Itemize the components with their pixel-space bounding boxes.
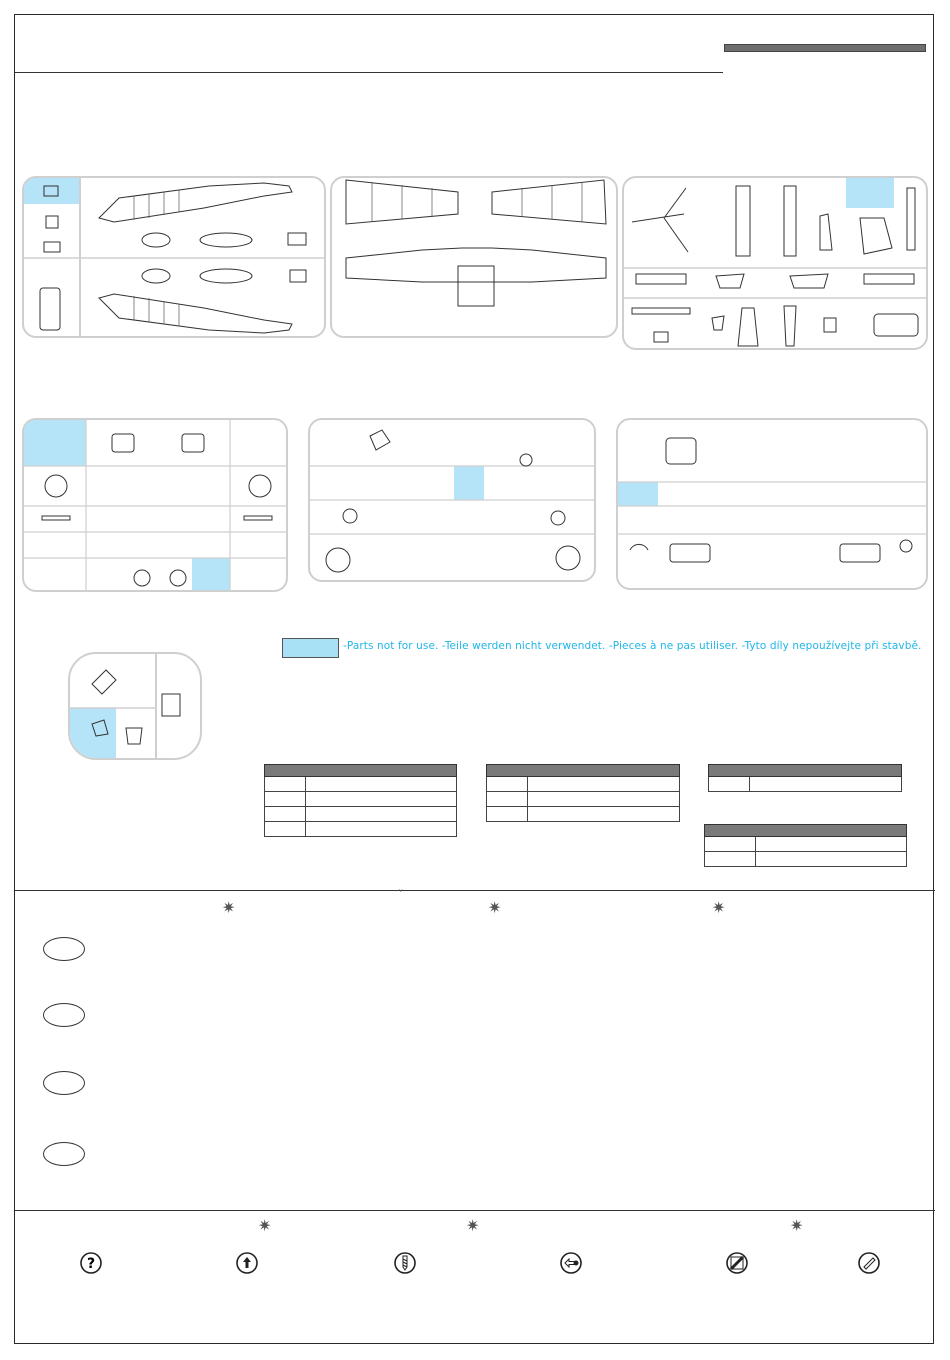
table-2 [486, 764, 680, 822]
sprue-canopy-drawing [70, 654, 202, 760]
table-header [264, 764, 457, 777]
arrow-right-icon [560, 1252, 582, 1274]
language-badge [43, 1003, 85, 1027]
table-row [264, 822, 457, 837]
language-badge [43, 1071, 85, 1095]
sprue-cockpit [22, 418, 288, 592]
language-badge [43, 1142, 85, 1166]
sprue-details [308, 418, 596, 582]
table-row [486, 807, 680, 822]
table-row [708, 777, 902, 792]
sprue-prop-tail-drawing [624, 178, 928, 350]
table-row [264, 792, 457, 807]
sprue-engine [616, 418, 928, 590]
sprue-fuselage [22, 176, 326, 338]
table-header [704, 824, 907, 837]
sprue-wings-drawing [332, 178, 618, 338]
table-row [264, 807, 457, 822]
arrow-up-icon [236, 1252, 258, 1274]
table-3 [708, 764, 902, 792]
header-bar [724, 44, 926, 52]
table-row [486, 792, 680, 807]
table-4 [704, 824, 907, 867]
table-row [264, 777, 457, 792]
section-divider [15, 1210, 935, 1211]
star-icon: ✷ [790, 1216, 804, 1235]
table-header [486, 764, 680, 777]
table-1 [264, 764, 457, 837]
drill-icon [394, 1252, 416, 1274]
sprue-details-drawing [310, 420, 596, 582]
section-divider [15, 890, 935, 891]
language-badge [43, 937, 85, 961]
legend-text: -Parts not for use. -Teile werden nicht verwendet. -Pieces à ne pas utiliser. -Tyto díly nepoužívejte při stavbě. [343, 640, 922, 652]
star-icon: ✷ [222, 898, 236, 917]
paint-icon [726, 1252, 748, 1274]
star-icon: ✷ [488, 898, 502, 917]
svg-text:?: ? [86, 1256, 96, 1272]
sprue-fuselage-drawing [24, 178, 326, 338]
table-row [704, 837, 907, 852]
sand-icon [858, 1252, 880, 1274]
star-icon: ✷ [258, 1216, 272, 1235]
sprue-canopy [68, 652, 202, 760]
table-header [708, 764, 902, 777]
sprue-prop-tail [622, 176, 928, 350]
legend-swatch [282, 638, 339, 658]
header-rule [15, 72, 723, 73]
sprue-engine-drawing [618, 420, 928, 590]
question-icon [80, 1252, 102, 1274]
sprue-cockpit-drawing [24, 420, 288, 592]
table-row [486, 777, 680, 792]
star-icon: ✷ [712, 898, 726, 917]
sprue-wings [330, 176, 618, 338]
caret-icon: ˇ [398, 888, 404, 901]
table-row [704, 852, 907, 867]
star-icon: ✷ [466, 1216, 480, 1235]
